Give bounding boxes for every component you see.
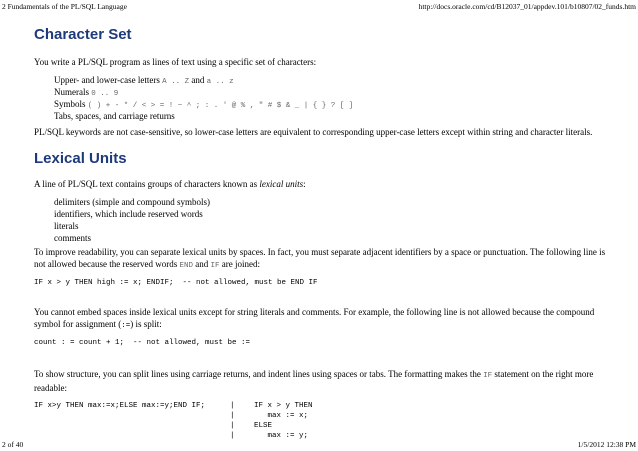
structure-paragraph: To show structure, you can split lines using carriage returns, and indent lines using spaces or tabs. The formatting makes the IF statement on the right more readable: [34,369,594,393]
list-item-tabs: Tabs, spaces, and carriage returns [54,111,175,121]
list-item: literals [54,221,79,231]
embed-spaces-paragraph: You cannot embed spaces inside lexical units except for string literals and comments. For example, the following line is not allowed because the compound symbol for assignment (:=) is split: [34,307,595,330]
list-item: identifiers, which include reserved words [54,209,203,219]
list-item: delimiters (simple and compound symbols) [54,197,210,207]
heading-lexical-units: Lexical Units [34,150,127,167]
page-header-url: http://docs.oracle.com/cd/B12037_01/appdev.101/b10807/02_funds.htm [418,2,636,11]
list-item-symbols: Symbols ( ) + - * / < > = ! ~ ^ ; : . ' @ % , " # $ & _ | { } ? [ ] [54,99,354,110]
list-item: comments [54,233,91,243]
code-line-formatted: ELSE [254,422,273,430]
spacing-paragraph: To improve readability, you can separate lexical units by spaces. In fact, you must separate adjacent identifiers by a space or punctuation. The following line is not allowed because the reserved words END and IF are joined: [34,247,606,270]
lexical-units-intro: A line of PL/SQL text contains groups of characters known as lexical units: [34,179,306,189]
list-item-letters: Upper- and lower-case letters A .. Z and a .. z [54,75,234,86]
code-example-assignment: count : = count + 1; -- not allowed, must be := [34,339,251,347]
code-example-endif: IF x > y THEN high := x; ENDIF; -- not allowed, must be END IF [34,279,318,287]
code-divider: | [230,402,235,410]
page-number: 2 of 40 [2,440,24,449]
character-set-list [54,74,353,122]
code-line-formatted: max := x; [254,412,309,420]
list-item-numerals: Numerals 0 .. 9 [54,87,119,98]
case-sensitivity-note: PL/SQL keywords are not case-sensitive, so lower-case letters are equivalent to corresponding upper-case letters except within string and character literals. [34,127,593,137]
code-divider: | [230,432,235,440]
print-timestamp: 1/5/2012 12:38 PM [577,440,636,449]
character-set-intro: You write a PL/SQL program as lines of text using a specific set of characters: [34,57,317,67]
lexical-units-list [54,196,210,244]
code-divider: | [230,422,235,430]
heading-character-set: Character Set [34,26,132,43]
page-header-title: 2 Fundamentals of the PL/SQL Language [2,2,127,11]
code-divider: | [230,412,235,420]
code-line-unformatted: IF x>y THEN max:=x;ELSE max:=y;END IF; [34,402,206,410]
code-line-formatted: IF x > y THEN [254,402,313,410]
code-line-formatted: max := y; [254,432,309,440]
